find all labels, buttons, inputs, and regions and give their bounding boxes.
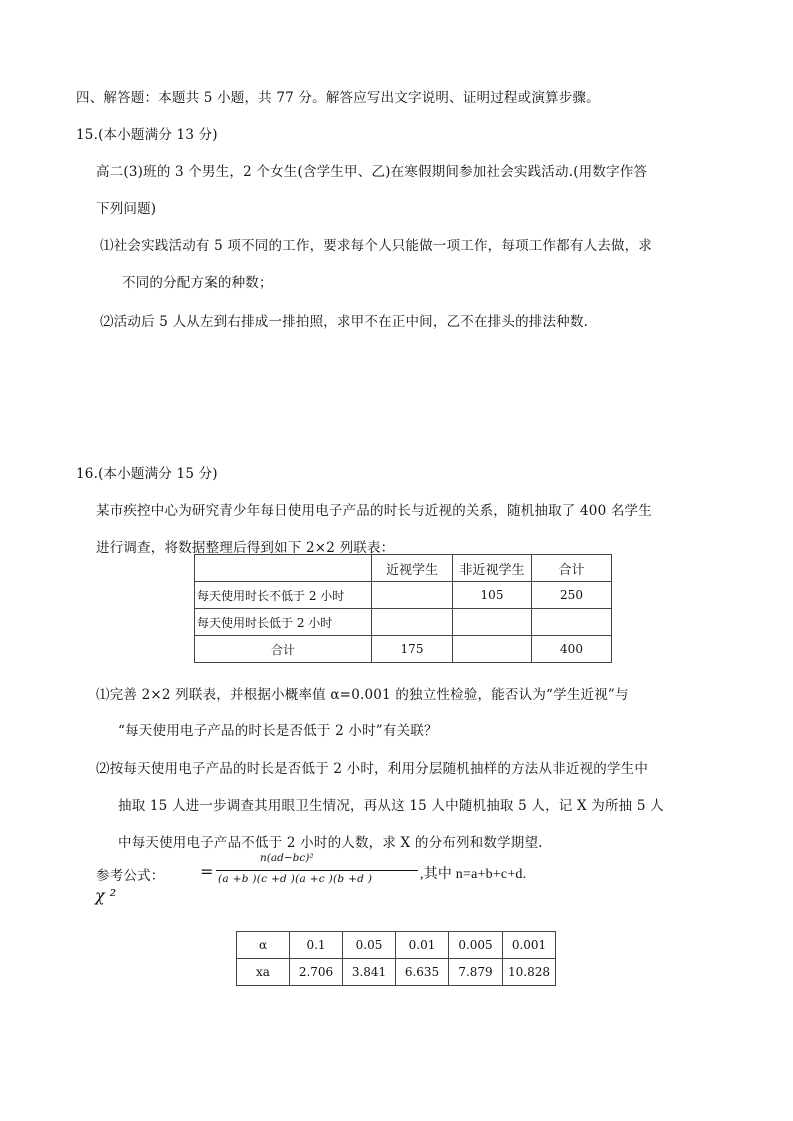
- table-cell: 6.635: [396, 959, 449, 986]
- table-cell: 250: [532, 582, 612, 609]
- q16-part2-line1: ⑵按每天使用电子产品的时长是否低于 2 小时，利用分层随机抽样的方法从非近视的学生中: [96, 761, 649, 777]
- table-cell: 105: [453, 582, 532, 609]
- table-cell: [453, 609, 532, 636]
- table-row: [195, 582, 612, 609]
- table-cell: 0.1: [290, 932, 343, 959]
- table-cell: 2.706: [290, 959, 343, 986]
- formula-numerator: n(ad−bc)²: [260, 852, 314, 864]
- q16-part1-line1: ⑴完善 2×2 列联表，并根据小概率值 α=0.001 的独立性检验，能否认为“学生近视”与: [96, 687, 629, 703]
- table-cell: [372, 609, 453, 636]
- critical-value-table: [236, 931, 556, 986]
- table-header-cell: 近视学生: [372, 555, 453, 582]
- table-row: [195, 636, 612, 663]
- q15-intro-line2: 下列问题): [96, 201, 157, 217]
- q16-intro-line2: 进行调查，将数据整理后得到如下 2×2 列联表：: [96, 540, 395, 556]
- contingency-table: [194, 554, 612, 663]
- table-cell: xa: [237, 959, 290, 986]
- fraction-bar: [216, 870, 418, 871]
- table-cell: [532, 609, 612, 636]
- q16-intro-line1: 某市疾控中心为研究青少年每日使用电子产品的时长与近视的关系，随机抽取了 400 名学生: [96, 503, 652, 519]
- table-header-cell: 合计: [532, 555, 612, 582]
- table-row-label: 每天使用时长低于 2 小时: [195, 609, 372, 636]
- formula-equals: =: [200, 862, 214, 881]
- table-cell: α: [237, 932, 290, 959]
- table-row: [237, 959, 556, 986]
- q16-part1-line2: “每天使用电子产品的时长是否低于 2 小时”有关联？: [118, 723, 438, 739]
- q15-intro-line1: 高二(3)班的 3 个男生，2 个女生(含学生甲、乙)在寒假期间参加社会实践活动.(用数字作答: [96, 164, 648, 180]
- q16-part2-line2: 抽取 15 人进一步调查其用眼卫生情况，再从这 15 人中随机抽取 5 人，记 X 为所抽 5 人: [118, 798, 664, 814]
- section-header: 四、解答题：本题共 5 小题，共 77 分。解答应写出文字说明、证明过程或演算步骤。: [76, 90, 600, 106]
- table-row-label: 合计: [195, 636, 372, 663]
- table-cell: 7.879: [449, 959, 503, 986]
- table-cell: 400: [532, 636, 612, 663]
- q16-part2-line3: 中每天使用电子产品不低于 2 小时的人数，求 X 的分布列和数学期望.: [118, 835, 543, 851]
- chi-symbol: χ ²: [95, 886, 117, 905]
- formula-denominator: (a +b )(c +d )(a +c )(b +d ): [218, 873, 373, 885]
- table-cell: [195, 555, 372, 582]
- table-row: [195, 555, 612, 582]
- q15-part1-line2: 不同的分配方案的种数；: [122, 275, 273, 291]
- formula-tail: ,其中 n=a+b+c+d.: [420, 867, 527, 882]
- table-cell: [453, 636, 532, 663]
- q15-part1-line1: ⑴社会实践活动有 5 项不同的工作，要求每个人只能做一项工作，每项工作都有人去做，求: [100, 238, 653, 254]
- q15-part2: ⑵活动后 5 人从左到右排成一排拍照，求甲不在正中间，乙不在排头的排法种数.: [100, 314, 589, 330]
- table-cell: 0.05: [343, 932, 396, 959]
- q16-title: 16.(本小题满分 15 分): [76, 466, 218, 482]
- formula-label: 参考公式：: [96, 868, 165, 884]
- table-row-label: 每天使用时长不低于 2 小时: [195, 582, 372, 609]
- table-cell: 0.01: [396, 932, 449, 959]
- table-cell: 0.001: [503, 932, 556, 959]
- table-row: [195, 609, 612, 636]
- table-cell: 3.841: [343, 959, 396, 986]
- q15-title: 15.(本小题满分 13 分): [76, 127, 218, 143]
- table-header-cell: 非近视学生: [453, 555, 532, 582]
- table-cell: 10.828: [503, 959, 556, 986]
- table-cell: 175: [372, 636, 453, 663]
- table-cell: [372, 582, 453, 609]
- table-cell: 0.005: [449, 932, 503, 959]
- table-row: [237, 932, 556, 959]
